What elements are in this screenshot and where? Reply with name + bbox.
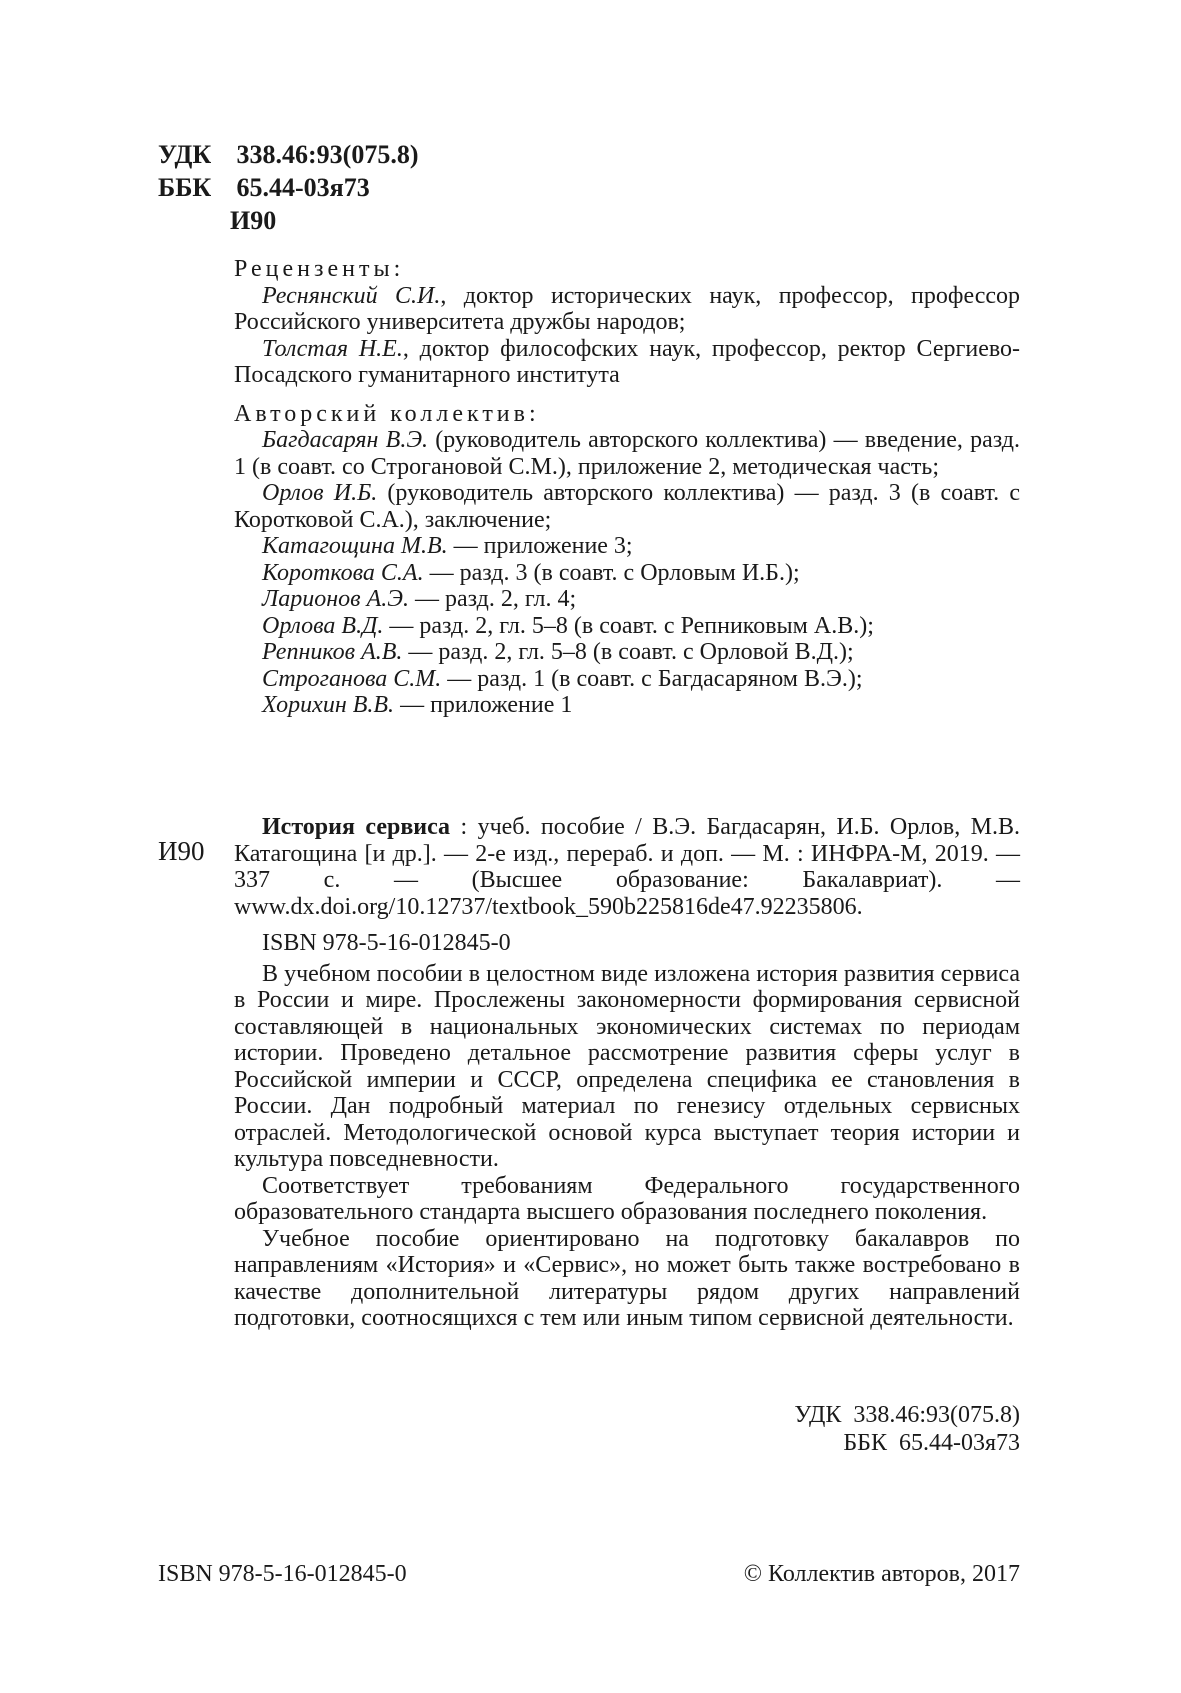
author-entry: Катагощина М.В. — приложение 3; bbox=[262, 533, 633, 559]
author-entry: Орлов И.Б. (руководитель авторского коллектива) — разд. 3 (в соавт. с Коротковой С.А.), заключение; bbox=[234, 480, 1020, 533]
bibliographic-code: И90 bbox=[158, 836, 205, 866]
author-entry: Орлова В.Д. — разд. 2, гл. 5–8 (в соавт. с Репниковым А.В.); bbox=[262, 612, 874, 639]
author-entry: Хорихин В.В. — приложение 1 bbox=[262, 692, 573, 718]
udk-footer: УДК 338.46:93(075.8) bbox=[794, 1402, 1020, 1428]
bbk-footer: ББК 65.44-03я73 bbox=[843, 1430, 1020, 1456]
authors-heading: Авторский коллектив: bbox=[234, 400, 540, 427]
author-sign-row bbox=[158, 204, 418, 237]
author-sign: И90 bbox=[230, 206, 277, 235]
udk-value: 338.46:93(075.8) bbox=[236, 140, 419, 169]
author-entry: Строганова С.М. — разд. 1 (в соавт. с Багдасаряном В.Э.); bbox=[262, 665, 863, 692]
udk-row bbox=[158, 138, 418, 171]
reviewer-entry: Толстая Н.Е., доктор философских наук, профессор, ректор Сергиево-Посадского гуманитарного института bbox=[234, 335, 1020, 388]
author-entry: Багдасарян В.Э. (руководитель авторского коллектива) — введение, разд. 1 (в соавт. со Строгановой С.М.), приложение 2, методическая часть; bbox=[234, 427, 1020, 480]
bbk-value: 65.44-03я73 bbox=[236, 173, 370, 202]
bbk-row bbox=[158, 171, 418, 204]
reviewers-heading: Рецензенты: bbox=[234, 256, 405, 282]
annotation-paragraph: В учебном пособии в целостном виде изложена история развития сервиса в России и мире. Прослежены закономерности формирования сервисной составляющей в национальных экономических системах по периодам истории. Проведено детальное рассмотрение развития сферы услуг в Российской империи и СССР, определена специфика ее становления в России. Дан подробный материал по генезису отдельных сервисных отраслей. Методологической основой курса выступает теория истории и культура повседневности. bbox=[234, 960, 1020, 1172]
author-entry: Репников А.В. — разд. 2, гл. 5–8 (в соавт. с Орловой В.Д.); bbox=[262, 639, 854, 665]
footer-isbn: ISBN 978-5-16-012845-0 bbox=[158, 1561, 407, 1587]
bibliographic-description: История сервиса : учеб. пособие / В.Э. Багдасарян, И.Б. Орлов, М.В. Катагощина [и др.]. — 2-е изд., перераб. и доп. — М. : ИНФРА-М, 2019. — 337 с. — (Высшее образование: Бакалавриат). — www.dx.doi.org/10.12737/textbook_590b225816de47.92235806. bbox=[234, 814, 1020, 920]
credits-section bbox=[234, 256, 1020, 719]
udk-label: УДК bbox=[158, 140, 212, 169]
annotation-paragraph: Учебное пособие ориентировано на подготовку бакалавров по направлениям «История» и «Сервис», но может быть также востребовано в качестве дополнительной литературы рядом других направлений подготовки, соотносящихся с тем или иным типом сервисной деятельности. bbox=[234, 1225, 1020, 1331]
bibliographic-record bbox=[234, 814, 1020, 1332]
reviewer-entry: Реснянский С.И., доктор исторических наук, профессор, профессор Российского университета дружбы народов; bbox=[234, 282, 1020, 335]
author-entry: Короткова С.А. — разд. 3 (в соавт. с Орловым И.Б.); bbox=[262, 559, 800, 586]
classification-footer bbox=[700, 1401, 1020, 1457]
copyright: © Коллектив авторов, 2017 bbox=[743, 1561, 1020, 1587]
annotation-paragraph: Соответствует требованиям Федерального государственного образовательного стандарта высшего образования последнего поколения. bbox=[234, 1172, 1020, 1225]
bbk-label: ББК bbox=[158, 173, 212, 202]
book-title: История сервиса bbox=[262, 814, 451, 840]
classification-header bbox=[158, 138, 418, 237]
isbn: ISBN 978-5-16-012845-0 bbox=[262, 930, 511, 956]
author-entry: Ларионов А.Э. — разд. 2, гл. 4; bbox=[262, 586, 577, 612]
